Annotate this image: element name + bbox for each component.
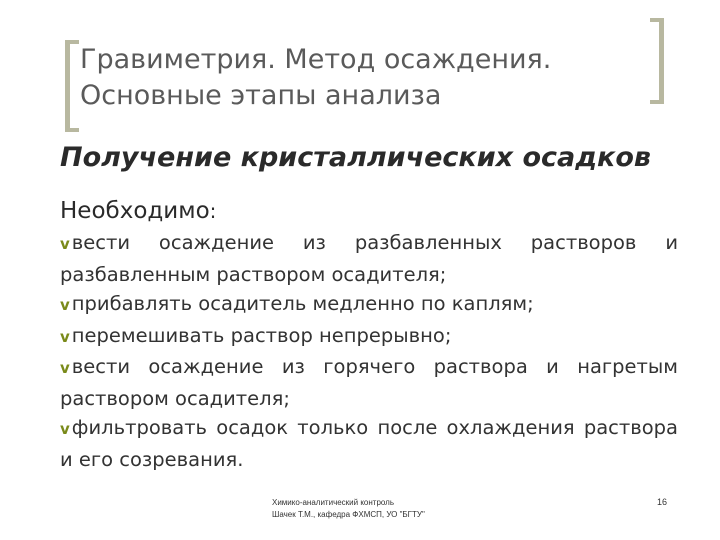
title-line-2: Основные этапы анализа [80, 80, 442, 111]
bullet-text: перемешивать раствор непрерывно; [71, 323, 452, 347]
bullet-item [60, 289, 678, 321]
bullet-text: прибавлять осадитель медленно по каплям; [71, 292, 534, 315]
bullet-item [60, 321, 678, 353]
bullet-text: вести осаждение из горячего раствора и нагретым раствором осадителя; [60, 355, 678, 410]
title-line-1: Гравиметрия. Метод осаждения. [80, 44, 552, 75]
bullet-marker-icon: v [60, 359, 70, 377]
left-bracket [65, 40, 81, 132]
bullet-item [60, 413, 678, 474]
slide-footer [272, 497, 425, 521]
bullet-marker-icon: v [60, 327, 70, 346]
bullet-text: фильтровать осадок только после охлаждения раствора и его созревания. [60, 416, 678, 471]
slide-title [80, 42, 640, 114]
bullet-list [60, 228, 678, 474]
footer-line-2: Шачек Т.М., кафедра ФХМСП, УО "БГТУ" [272, 510, 425, 519]
bullet-text: вести осаждение из разбавленных растворов и разбавленным раствором осадителя; [60, 231, 678, 286]
bullet-marker-icon: v [60, 420, 70, 438]
bullet-item [60, 228, 678, 289]
bullet-item [60, 352, 678, 413]
section-subheading: Получение кристаллических осадков [60, 142, 652, 173]
intro-label [60, 198, 216, 224]
right-bracket [648, 18, 664, 104]
page-number: 16 [657, 497, 668, 507]
intro-word: Необходимо [60, 198, 210, 224]
intro-colon: : [209, 199, 217, 223]
bullet-marker-icon: v [60, 235, 70, 253]
bullet-marker-icon: v [60, 296, 70, 314]
footer-line-1: Химико-аналитический контроль [272, 498, 395, 507]
